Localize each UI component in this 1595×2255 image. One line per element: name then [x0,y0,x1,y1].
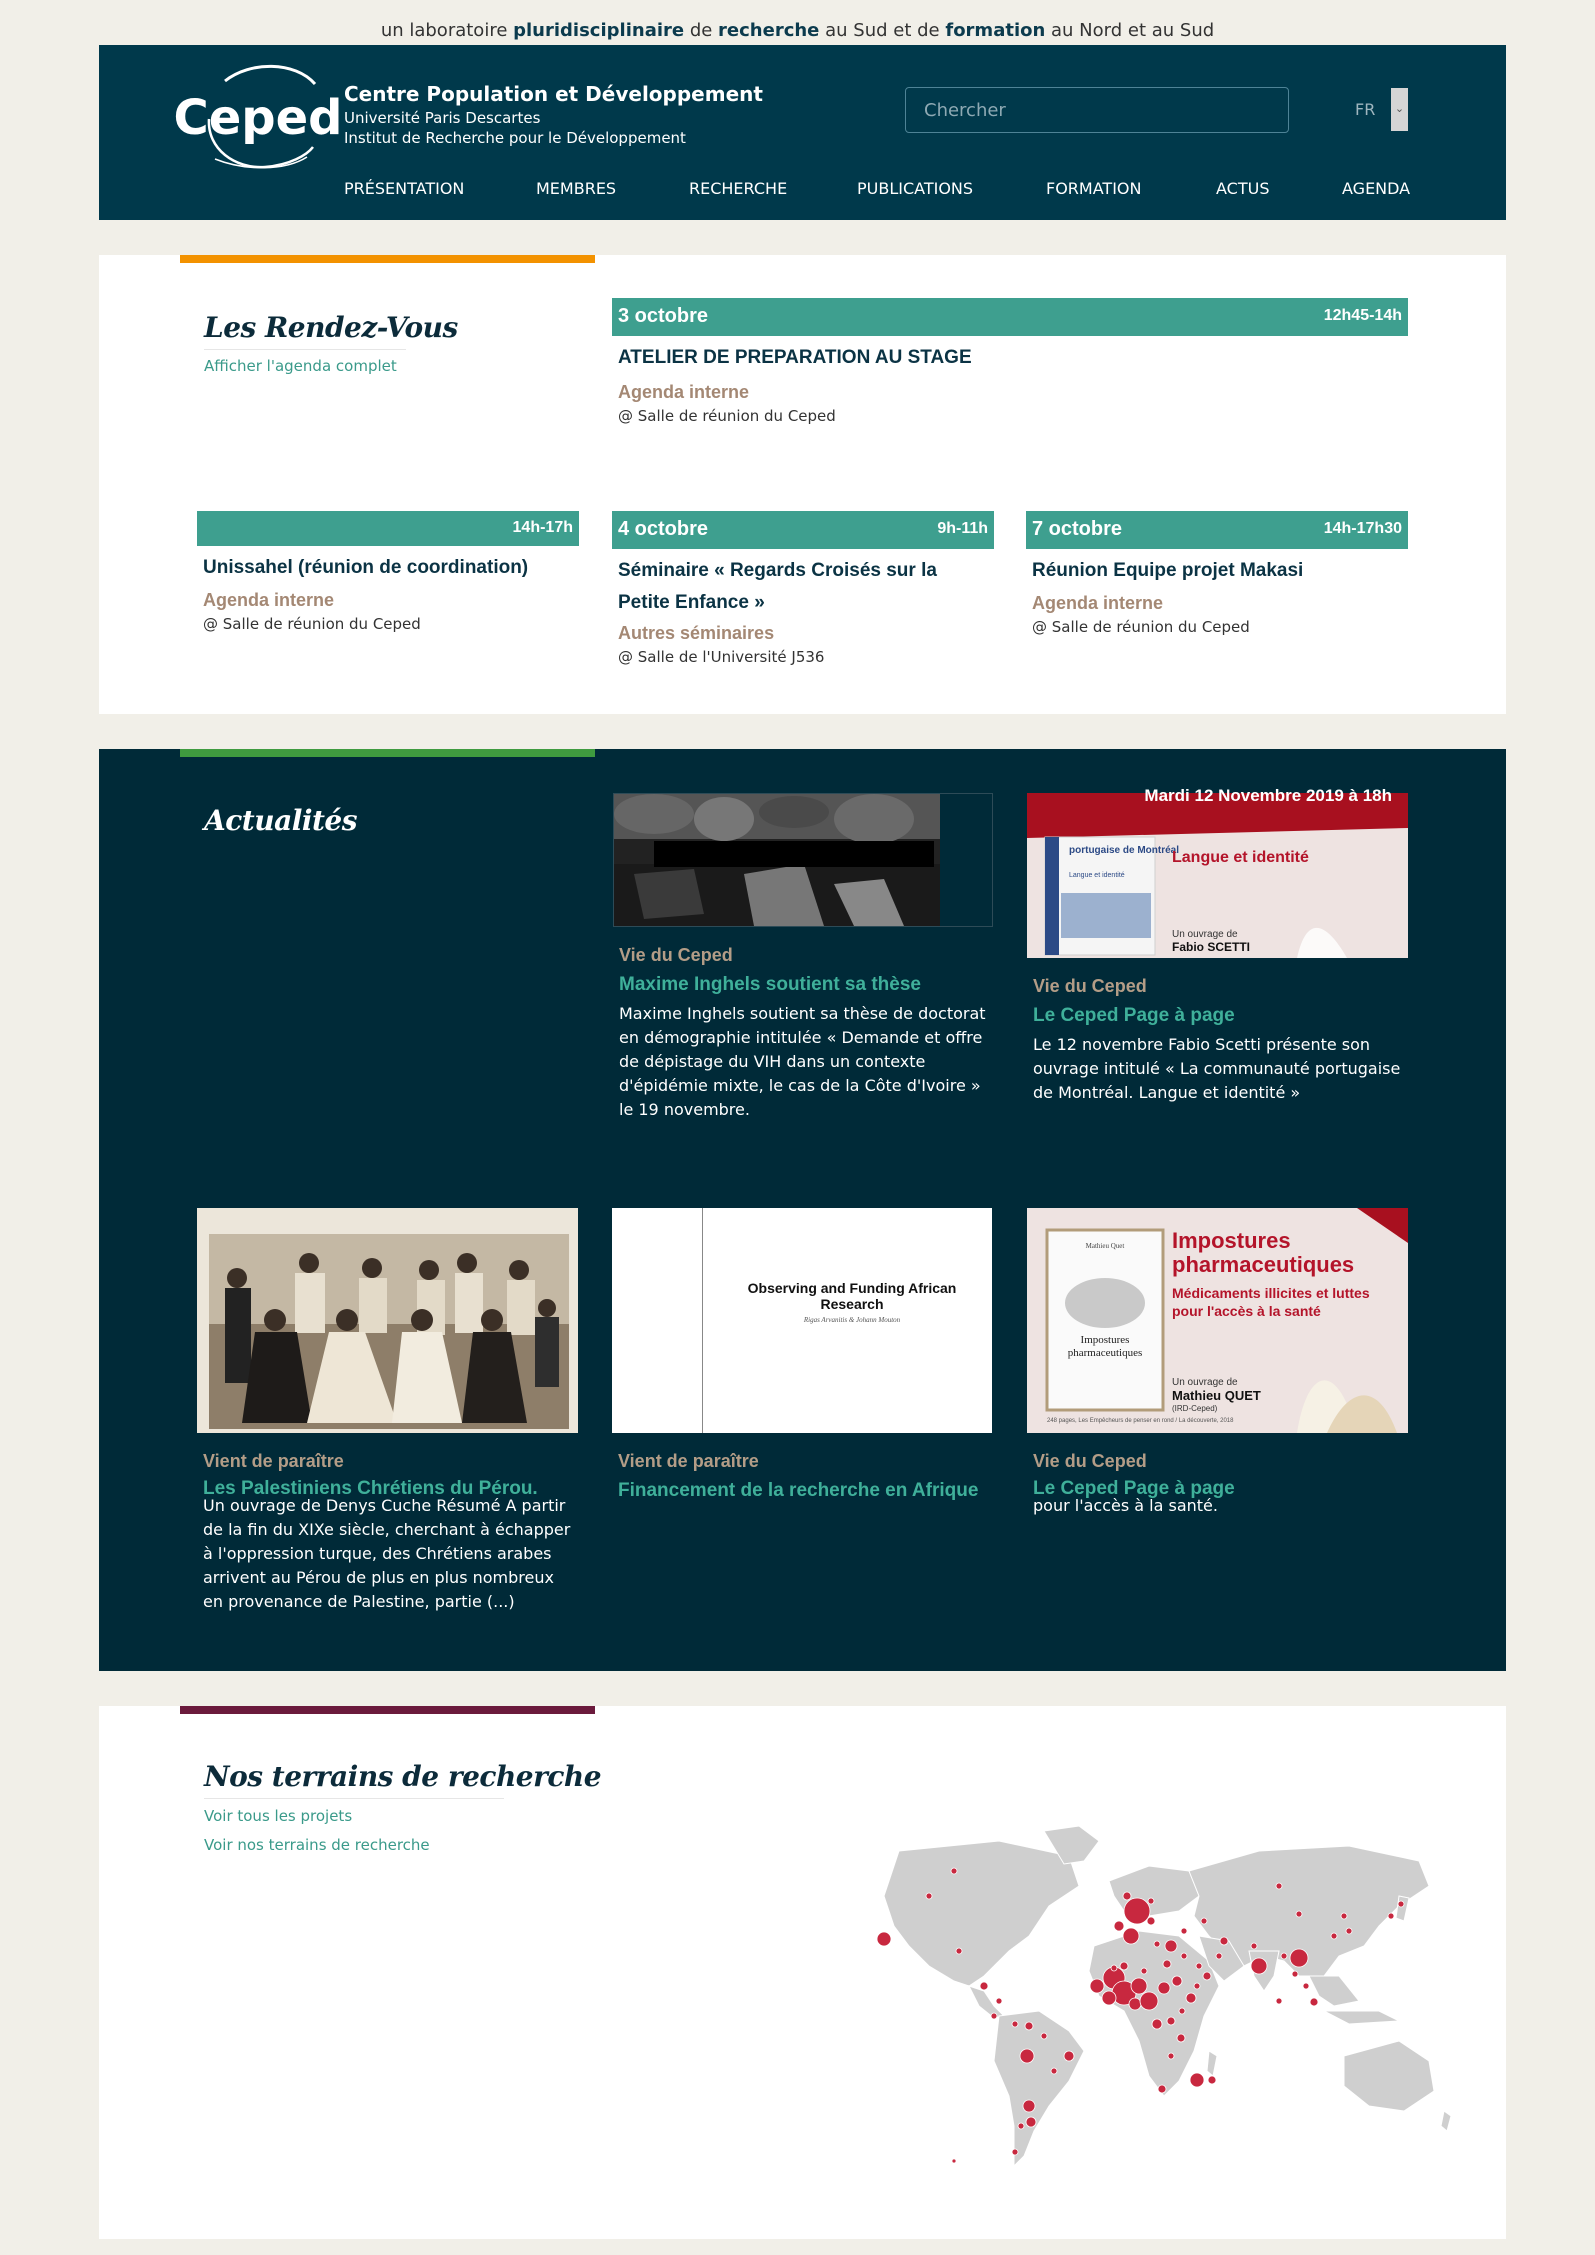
news-category[interactable]: Vie du Ceped [1033,976,1147,996]
concert-hall-photo [614,794,940,926]
event-date: 4 octobre [618,518,709,540]
news-excerpt: Le 12 novembre Fabio Scetti présente son ouvrage intitulé « La communauté portugaise de Montréal. Langue et identité » [1033,1035,1401,1102]
event-card[interactable] [197,511,579,633]
agenda-accent-bar [180,255,595,263]
news-thumbnail[interactable] [613,793,993,927]
event-title[interactable]: ATELIER DE PREPARATION AU STAGE [618,347,972,368]
news-thumbnail[interactable] [197,1208,578,1433]
news-excerpt: Un ouvrage de Denys Cuche Résumé A partir de la fin du XIXe siècle, cherchant à échapper à l'oppression turque, des Chrétiens arabes arrivent au Pérou de plus en plus nombreux en provenance de Palestine, partie (...) [203,1496,571,1611]
event-title[interactable]: Unissahel (réunion de coordination) [203,557,529,578]
event-date-bar [612,511,994,549]
event-time: 14h-17h [512,519,573,536]
language-label[interactable]: FR [1355,100,1376,119]
news-card[interactable] [1027,786,1408,1105]
ceped-logo[interactable] [173,59,343,171]
book-event-poster [1027,786,1408,958]
svg-text:Mathieu QUET: Mathieu QUET [1172,1388,1261,1403]
svg-text:Un ouvrage de: Un ouvrage de [1172,1377,1238,1388]
event-time: 12h45-14h [1323,307,1402,324]
event-date: 7 octobre [1032,518,1123,540]
svg-text:pour l'accès à la santé: pour l'accès à la santé [1172,1303,1321,1319]
research-fields-link[interactable]: Voir nos terrains de recherche [204,1836,430,1854]
tagline: un laboratoire pluridisciplinaire de recherche au Sud et de formation au Nord et au Sud [380,20,1215,41]
news-accent-bar [180,749,595,757]
news-excerpt: pour l'accès à la santé. [1033,1496,1218,1515]
event-date-bar [1026,511,1408,549]
event-location: @ Salle de réunion du Ceped [618,407,836,425]
event-title[interactable]: Réunion Equipe projet Makasi [1032,560,1304,581]
event-card[interactable] [612,298,1408,425]
svg-text:Mathieu Quet: Mathieu Quet [1085,1242,1125,1250]
search-input[interactable]: Chercher [905,87,1289,133]
terrains-section [99,1706,1506,2239]
section-title: Actualités [204,804,357,837]
event-date-bar [612,298,1408,336]
agenda-section [99,255,1506,714]
news-category[interactable]: Vient de paraître [618,1451,759,1471]
nav-formation[interactable]: FORMATION [1046,179,1142,198]
agenda-full-link[interactable]: Afficher l'agenda complet [204,357,397,375]
nav-membres[interactable]: MEMBRES [536,179,617,198]
family-photo [197,1208,578,1433]
news-category[interactable]: Vie du Ceped [1033,1451,1147,1471]
news-category[interactable]: Vie du Ceped [619,945,733,965]
news-title[interactable]: Financement de la recherche en Afrique [618,1480,979,1501]
book-title: Observing and Funding African Research [747,1280,957,1312]
event-card[interactable] [612,511,994,666]
svg-text:Impostures: Impostures [1080,1334,1130,1346]
svg-text:pharmaceutiques: pharmaceutiques [1172,1252,1355,1277]
book-event-poster [1027,1208,1408,1433]
nav-presentation[interactable]: PRÉSENTATION [344,179,465,198]
event-location: @ Salle de l'Université J536 [618,648,825,666]
book-authors: Rigas Arvanitis & Johann Mouton [803,1316,901,1324]
event-card[interactable] [1026,511,1408,636]
news-card[interactable] [197,1208,578,1614]
news-category[interactable]: Vient de paraître [203,1451,344,1471]
news-section [99,749,1506,1671]
title-underline [204,349,406,350]
section-title: Les Rendez-Vous [204,311,458,344]
news-thumbnail[interactable] [1027,786,1408,958]
svg-text:Fabio SCETTI: Fabio SCETTI [1172,940,1250,954]
news-card[interactable] [612,1208,992,1502]
title-underline [204,1798,504,1799]
svg-text:248 pages, Les Empêcheurs de p: 248 pages, Les Empêcheurs de penser en rond / La découverte, 2018 [1047,1418,1234,1424]
book-spine-line [702,1208,703,1433]
nav-agenda[interactable]: AGENDA [1342,179,1411,198]
language-dropdown-button[interactable] [1391,88,1408,131]
nav-publications[interactable]: PUBLICATIONS [857,179,974,198]
news-title[interactable]: Le Ceped Page à page [1033,1478,1235,1499]
event-time: 14h-17h30 [1323,520,1402,537]
svg-text:Ceped: Ceped [173,90,343,146]
nav-recherche[interactable]: RECHERCHE [689,179,788,198]
svg-text:Un ouvrage de: Un ouvrage de [1172,929,1238,940]
svg-text:portugaise de Montréal: portugaise de Montréal [1069,845,1180,856]
site-subtitle-institute: Institut de Recherche pour le Développement [344,129,686,147]
event-date: 3 octobre [618,305,709,327]
event-category[interactable]: Autres séminaires [618,623,775,643]
news-title[interactable]: Le Ceped Page à page [1033,1005,1235,1026]
event-location: @ Salle de réunion du Ceped [203,615,421,633]
event-category[interactable]: Agenda interne [618,382,750,402]
event-category[interactable]: Agenda interne [203,590,335,610]
terrains-accent-bar [180,1706,595,1714]
news-title[interactable]: Maxime Inghels soutient sa thèse [619,974,921,995]
chevron-down-icon: ⌄ [1394,103,1405,115]
world-map[interactable] [779,1826,1459,2186]
news-thumbnail[interactable] [1027,1208,1408,1433]
site-subtitle-university: Université Paris Descartes [344,109,541,127]
news-card[interactable] [1027,1208,1408,1518]
projects-link[interactable]: Voir tous les projets [204,1807,353,1825]
news-title[interactable]: Les Palestiniens Chrétiens du Pérou. [203,1478,538,1499]
svg-text:Langue et identité: Langue et identité [1069,872,1125,879]
svg-text:Mardi 12 Novembre 2019 à 18h: Mardi 12 Novembre 2019 à 18h [1144,786,1392,805]
svg-text:Médicaments illicites et lutte: Médicaments illicites et luttes [1172,1285,1370,1301]
section-title: Nos terrains de recherche [204,1760,602,1793]
svg-text:Langue et identité: Langue et identité [1172,849,1309,866]
event-location: @ Salle de réunion du Ceped [1032,618,1250,636]
news-thumbnail[interactable] [612,1208,992,1433]
news-excerpt: Maxime Inghels soutient sa thèse de doctorat en démographie intitulée « Demande et offre de dépistage du VIH dans un contexte d'épidémie mixte, le cas de la Côte d'Ivoire » le 19 novembre. [619,1004,986,1119]
svg-text:(IRD-Ceped): (IRD-Ceped) [1172,1404,1218,1413]
event-title[interactable]: Séminaire « Regards Croisés sur la Petite Enfance » [618,560,937,613]
event-time: 9h-11h [937,520,988,537]
event-category[interactable]: Agenda interne [1032,593,1164,613]
svg-text:pharmaceutiques: pharmaceutiques [1067,1347,1143,1359]
site-header [99,45,1506,220]
nav-actus[interactable]: ACTUS [1216,179,1270,198]
svg-text:Impostures: Impostures [1172,1228,1291,1253]
event-date-bar [197,511,579,546]
news-card[interactable] [613,793,993,1122]
site-title[interactable]: Centre Population et Développement [344,82,763,106]
